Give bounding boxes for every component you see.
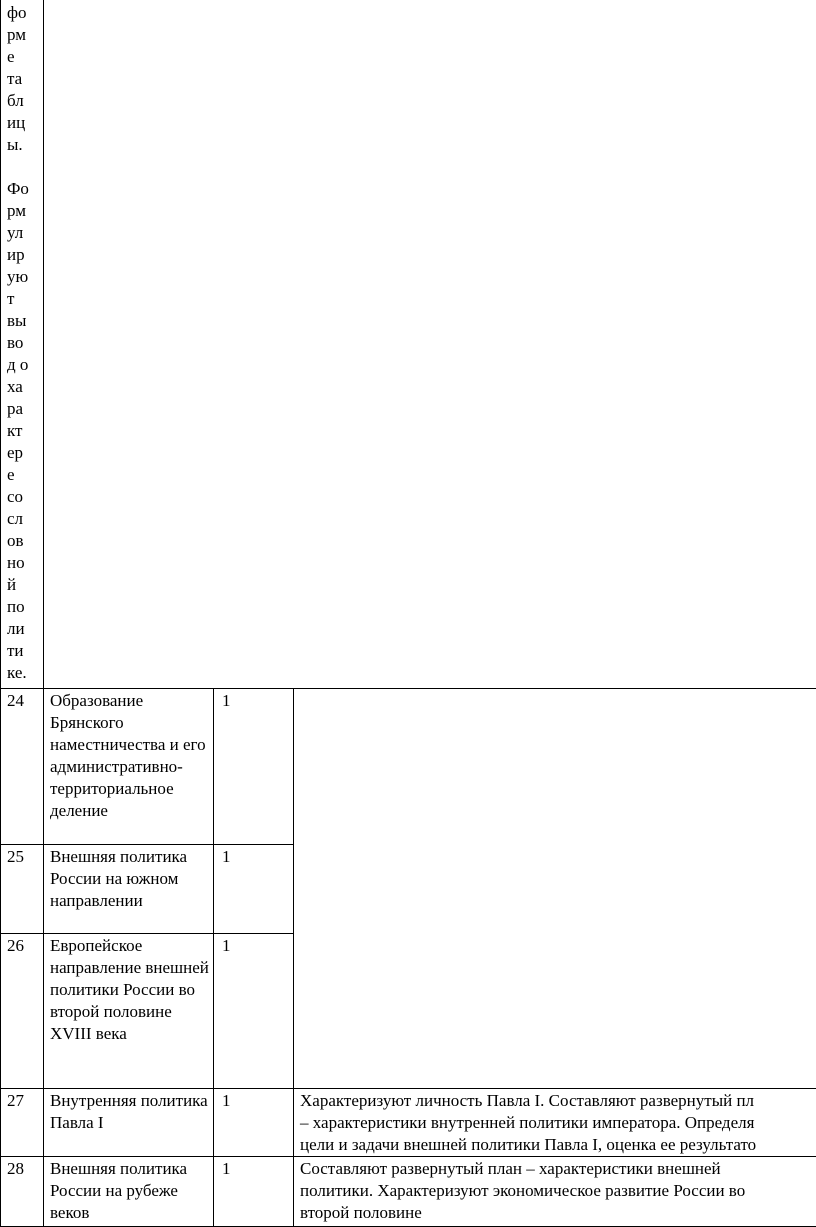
- fragment-text-part-2: [7, 178, 39, 684]
- lesson-topic: Европейское направление внешней политики России во второй половине XVIII века: [44, 934, 214, 1089]
- table-row: [1, 1089, 816, 1157]
- fragment-line: кт: [7, 420, 39, 442]
- table-row: [1, 689, 816, 845]
- fragment-line: ке.: [7, 662, 39, 684]
- fragment-line: ую: [7, 266, 39, 288]
- fragment-line: ул: [7, 222, 39, 244]
- fragment-line: но: [7, 552, 39, 574]
- fragment-line: ир: [7, 244, 39, 266]
- description-line: цели и задачи внешней политики Павла I, оценка ее результато: [300, 1134, 816, 1156]
- fragment-line: е: [7, 464, 39, 486]
- lesson-number: 26: [1, 934, 44, 1089]
- fragment-line: во: [7, 332, 39, 354]
- fragment-line: т: [7, 288, 39, 310]
- lesson-hours: 1: [214, 689, 294, 845]
- lesson-topic: Внутренняя политика Павла I: [44, 1089, 214, 1157]
- description-line: политики. Характеризуют экономическое развитие России во: [300, 1180, 816, 1202]
- lesson-number: 24: [1, 689, 44, 845]
- fragment-empty-cell: [44, 0, 816, 689]
- fragment-line: ы.: [7, 134, 39, 156]
- fragment-line: ер: [7, 442, 39, 464]
- table-row: [1, 1157, 816, 1227]
- fragment-line: е: [7, 46, 39, 68]
- description-line: Составляют развернутый план – характеристики внешней: [300, 1158, 816, 1180]
- fragment-line: вы: [7, 310, 39, 332]
- description-line: – характеристики внутренней политики императора. Определя: [300, 1112, 816, 1134]
- fragment-line: иц: [7, 112, 39, 134]
- lesson-description: [294, 1089, 816, 1157]
- fragment-line: рм: [7, 200, 39, 222]
- lesson-hours: 1: [214, 934, 294, 1089]
- fragment-line: бл: [7, 90, 39, 112]
- fragment-line: та: [7, 68, 39, 90]
- fragment-line: ха: [7, 376, 39, 398]
- fragment-line: сл: [7, 508, 39, 530]
- lesson-number: 28: [1, 1157, 44, 1227]
- lesson-number: 25: [1, 845, 44, 934]
- lesson-topic: Внешняя политика России на южном направлении: [44, 845, 214, 934]
- fragment-line: ли: [7, 618, 39, 640]
- fragment-line: со: [7, 486, 39, 508]
- fragment-line: й: [7, 574, 39, 596]
- activity-fragment-cell: [1, 0, 44, 689]
- lesson-number: 27: [1, 1089, 44, 1157]
- lesson-description: [294, 1157, 816, 1227]
- fragment-text-part-1: [7, 2, 39, 156]
- fragment-line: ти: [7, 640, 39, 662]
- lesson-hours: 1: [214, 845, 294, 934]
- description-line: Характеризуют личность Павла I. Составляют развернутый пл: [300, 1090, 816, 1112]
- fragment-line: ра: [7, 398, 39, 420]
- lesson-topic: Образование Брянского наместничества и его административно-территориальное деление: [44, 689, 214, 845]
- fragment-line: ов: [7, 530, 39, 552]
- description-line: второй половине: [300, 1202, 816, 1224]
- lesson-hours: 1: [214, 1157, 294, 1227]
- table-row-fragment: [1, 0, 816, 689]
- lesson-topic: Внешняя политика России на рубеже веков: [44, 1157, 214, 1227]
- fragment-line: Фо: [7, 178, 39, 200]
- fragment-line: рм: [7, 24, 39, 46]
- fragment-line: по: [7, 596, 39, 618]
- fragment-line: д о: [7, 354, 39, 376]
- lesson-description-empty: [294, 689, 816, 1089]
- fragment-line: фо: [7, 2, 39, 24]
- lesson-hours: 1: [214, 1089, 294, 1157]
